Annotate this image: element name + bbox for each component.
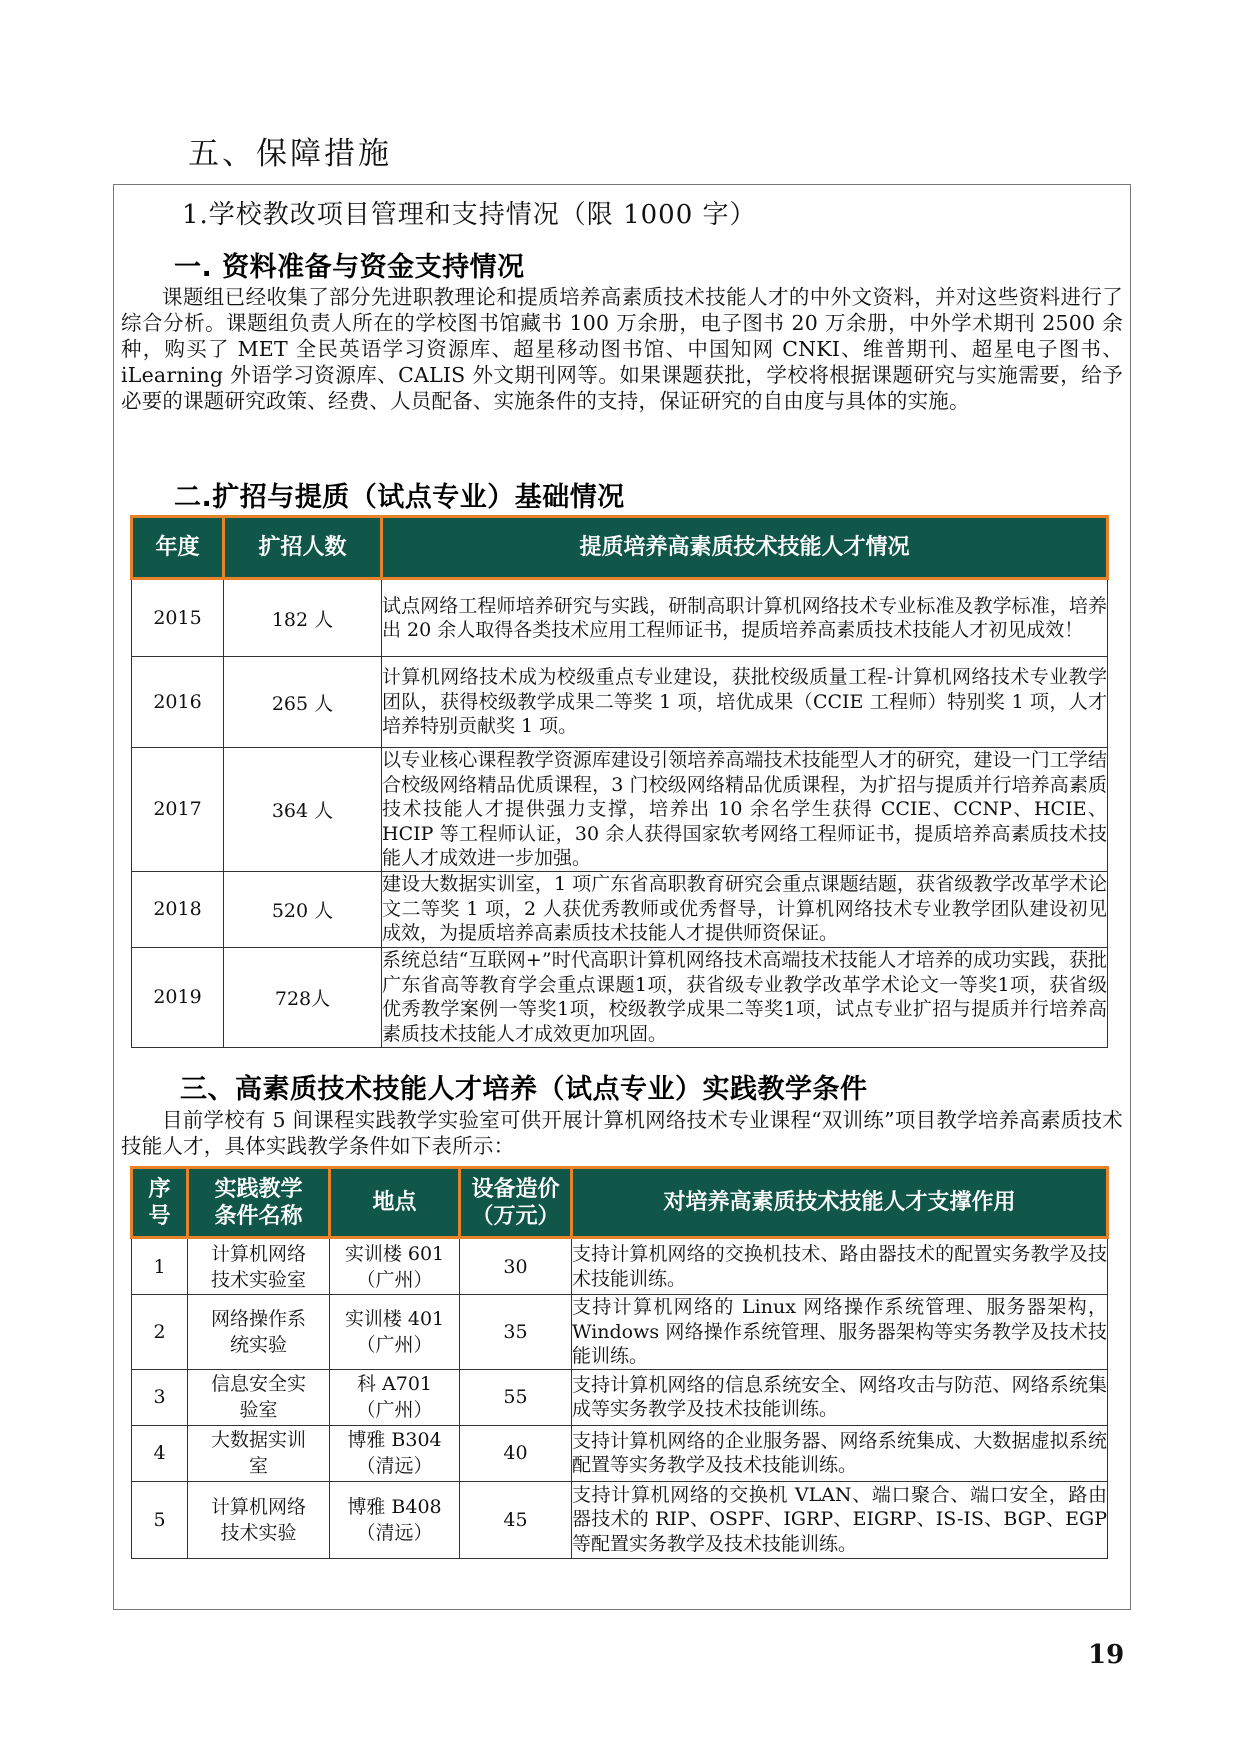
row-year: 2015 [132,579,224,657]
lab-table [130,1166,1109,1559]
row-year: 2019 [132,947,224,1047]
row-location-line2: （清远） [356,1455,433,1477]
header-name [188,1168,330,1238]
row-location [330,1369,460,1425]
header-cost-line2: （万元） [471,1203,560,1229]
table-row [132,871,1108,947]
part1-heading: 一. 资料准备与资金支持情况 [174,252,525,283]
table-row [132,657,1108,748]
header-count: 扩招人数 [224,517,382,579]
row-name-line2: 室 [248,1455,268,1477]
row-role: 支持计算机网络的 Linux 网络操作系统管理、服务器架构，Windows 网络操作系统管理、服务器架构等实务教学及技术技能训练。 [572,1296,1107,1367]
row-count: 520 人 [224,871,382,947]
row-no: 5 [132,1481,188,1558]
row-name [188,1295,330,1370]
row-location-line2: （广州） [356,1399,433,1421]
row-name-line1: 大数据实训 [210,1429,306,1451]
row-count: 364 人 [224,748,382,872]
row-role: 支持计算机网络的信息系统安全、网络攻击与防范、网络系统集成等实务教学及技术技能训练。 [572,1369,1108,1425]
row-no: 1 [132,1238,188,1295]
row-name-line2: 统实验 [229,1333,287,1356]
row-name-line1: 信息安全实 [210,1373,306,1395]
table-row [132,579,1108,657]
lab-table-header [132,1168,1108,1238]
row-location [330,1425,460,1481]
table-row [132,1238,1108,1295]
row-location-line1: 实训楼 401 [344,1307,445,1330]
row-role: 支持计算机网络的交换机技术、路由器技术的配置实务教学及技术技能训练。 [572,1238,1108,1295]
row-desc: 建设大数据实训室，1 项广东省高职教育研究会重点课题结题，获省级教学改革学术论文二等奖 1 项，2 人获优秀教师或优秀督导，计算机网络技术专业教学团队建设初见成效，为提质培养高素质技术技能人才提供师资保证。 [382,871,1108,947]
row-location-line2: （清远） [356,1521,433,1544]
part1-paragraph: 课题组已经收集了部分先进职教理论和提质培养高素质技术技能人才的中外文资料，并对这些资料进行了综合分析。课题组负责人所在的学校图书馆藏书 100 万余册，电子图书 20 万余册，中外学术期刊 2500 余种，购买了 MET 全民英语学习资源库、超星移动图书馆、中国知网 CNKI、维普期刊、超星电子图书、iLearning 外语学习资源库、CALIS 外文期刊网等。如果课题获批，学校将根据课题研究与实施需要，给予必要的课题研究政策、经费、人员配备、实施条件的支持，保证研究的自由度与具体的实施。 [121,285,1123,413]
row-location [330,1481,460,1558]
row-role: 支持计算机网络的企业服务器、网络系统集成、大数据虚拟系统配置等实务教学及技术技能训练。 [572,1425,1108,1481]
row-location-line1: 科 A701 [356,1373,433,1395]
header-role: 对培养高素质技术技能人才支撑作用 [572,1168,1108,1238]
row-cost: 35 [460,1295,572,1370]
expansion-table [130,515,1109,1048]
part3-heading: 三、高素质技术技能人才培养（试点专业）实践教学条件 [180,1074,868,1105]
expansion-table-header [132,517,1108,579]
header-year: 年度 [132,517,224,579]
row-name [188,1238,330,1295]
table-row [132,1425,1108,1481]
table-row [132,1369,1108,1425]
table-row [132,1481,1108,1558]
row-name-line1: 网络操作系 [210,1307,306,1330]
row-cost: 30 [460,1238,572,1295]
section-title: 五、保障措施 [188,136,392,172]
row-cost: 55 [460,1369,572,1425]
row-desc: 试点网络工程师培养研究与实践，研制高职计算机网络技术专业标准及教学标准，培养出 20 余人取得各类技术应用工程师证书，提质培养高素质技术技能人才初见成效！ [382,579,1108,657]
row-count: 265 人 [224,657,382,748]
row-count: 182 人 [224,579,382,657]
page-number: 19 [1088,1640,1125,1670]
row-name-line1: 计算机网络 [210,1495,306,1518]
row-desc: 计算机网络技术成为校级重点专业建设，获批校级质量工程-计算机网络技术专业教学团队，获得校级教学成果二等奖 1 项，培优成果（CCIE 工程师）特别奖 1 项，人才培养特别贡献奖 1 项。 [382,657,1108,748]
row-desc: 以专业核心课程教学资源库建设引领培养高端技术技能型人才的研究，建设一门工学结合校级网络精品优质课程，3 门校级网络精品优质课程，为扩招与提质并行培养高素质技术技能人才提供强力支撑，培养出 10 余名学生获得 CCIE、CCNP、HCIE、HCIP 等工程师认证，30 余人获得国家软考网络工程师证书，提质培养高素质技术技能人才成效进一步加强。 [382,749,1107,869]
row-location-line2: （广州） [356,1333,433,1356]
row-year: 2017 [132,748,224,872]
row-name [188,1481,330,1558]
row-role: 支持计算机网络的交换机 VLAN、端口聚合、端口安全，路由器技术的 RIP、OSPF、IGRP、EIGRP、IS-IS、BGP、EGP 等配置实务教学及技术技能训练。 [572,1481,1108,1558]
row-location-line1: 实训楼 601 [344,1242,445,1265]
row-no: 3 [132,1369,188,1425]
row-name-line2: 技术实验 [220,1521,297,1544]
row-location-line1: 博雅 B304 [347,1429,442,1451]
box-heading: 1.学校教改项目管理和支持情况（限 1000 字） [182,200,757,230]
row-location-line1: 博雅 B408 [347,1495,442,1518]
part2-heading: 二.扩招与提质（试点专业）基础情况 [174,482,625,513]
header-name-line1: 实践教学 [214,1176,303,1202]
header-quality: 提质培养高素质技术技能人才情况 [382,517,1108,579]
header-location: 地点 [330,1168,460,1238]
row-location [330,1295,460,1370]
row-name [188,1425,330,1481]
row-cost: 45 [460,1481,572,1558]
row-name-line2: 技术实验室 [210,1268,306,1291]
table-row [132,947,1108,1047]
table-row [132,748,1108,872]
row-year: 2016 [132,657,224,748]
row-name-line2: 验室 [239,1399,278,1421]
row-location [330,1238,460,1295]
row-count: 728人 [224,947,382,1047]
header-no-line2: 号 [148,1203,171,1229]
row-year: 2018 [132,871,224,947]
part3-paragraph: 目前学校有 5 间课程实践教学实验室可供开展计算机网络技术专业课程“双训练”项目教学培养高素质技术技能人才，具体实践教学条件如下表所示： [121,1108,1123,1158]
row-location-line2: （广州） [356,1268,433,1291]
header-cost [460,1168,572,1238]
row-cost: 40 [460,1425,572,1481]
row-name-line1: 计算机网络 [210,1242,306,1265]
row-name [188,1369,330,1425]
header-name-line2: 条件名称 [214,1203,303,1229]
row-desc: 系统总结“互联网+”时代高职计算机网络技术高端技术技能人才培养的成功实践，获批广东省高等教育学会重点课题1项，获省级专业教学改革学术论文一等奖1项，获省级优秀教学案例一等奖1项，校级教学成果二等奖1项，试点专业扩招与提质并行培养高素质技术技能人才成效更加巩固。 [382,947,1108,1047]
header-no-line1: 序 [148,1176,171,1202]
table-row [132,1295,1108,1370]
row-no: 4 [132,1425,188,1481]
header-no [132,1168,188,1238]
row-no: 2 [132,1295,188,1370]
header-cost-line1: 设备造价 [471,1176,560,1202]
